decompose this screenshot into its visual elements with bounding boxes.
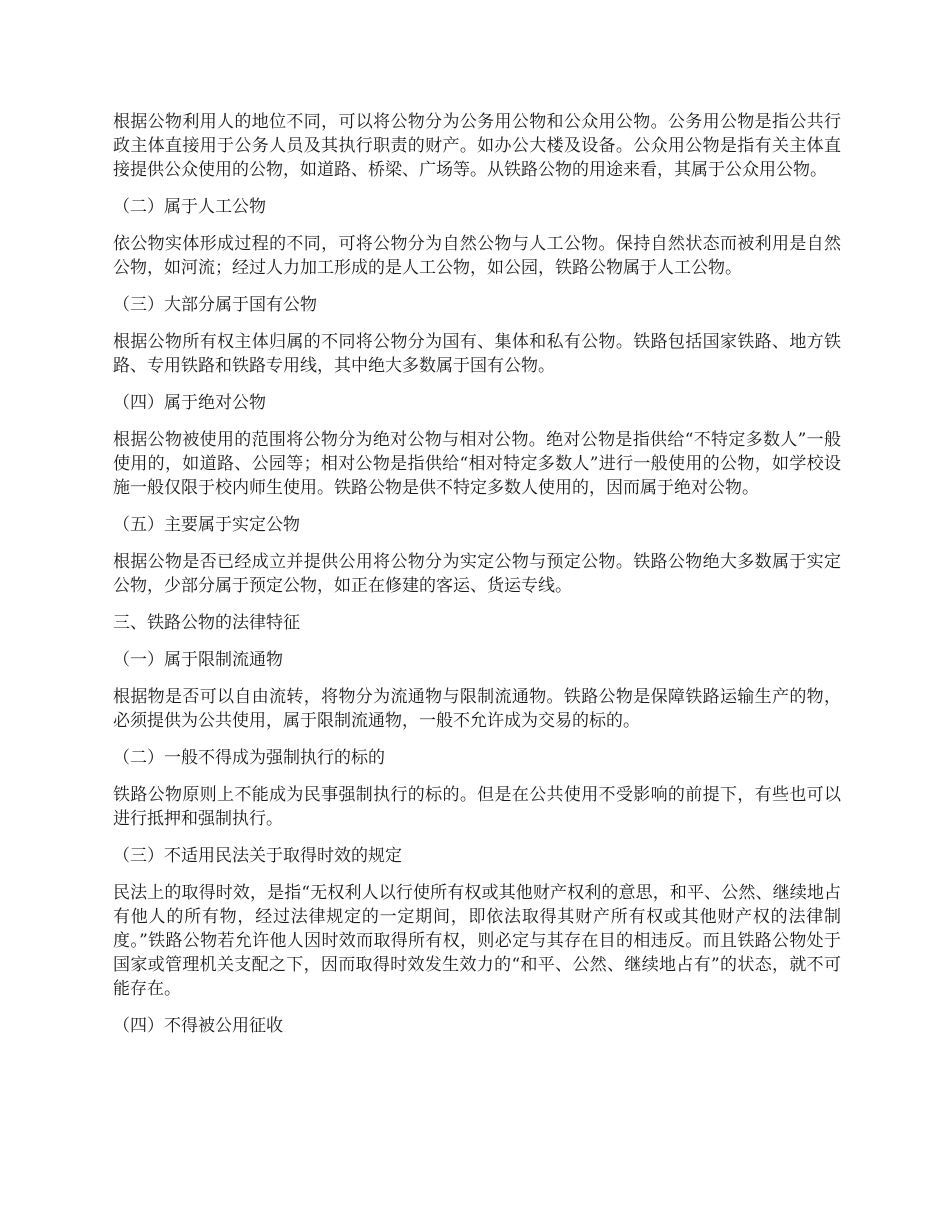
paragraph-ownership-classification: 根据公物所有权主体归属的不同将公物分为国有、集体和私有公物。铁路包括国家铁路、地方铁路、专用铁路和铁路专用线，其中绝大多数属于国有公物。 [113, 332, 841, 376]
document-body [113, 110, 841, 1051]
heading-established-public-property: （五）主要属于实定公物 [113, 515, 300, 535]
paragraph-acquisitive-prescription: 民法上的取得时效，是指“无权利人以行使所有权或其他财产权利的意思，和平、公然、继续地占有他人的所有物，经过法律规定的一定期间，即依法取得其财产所有权或其他财产权的法律制度。”铁路公物若允许他人因时效而取得所有权，则必定与其存在目的相违反。而且铁路公物处于国家或管理机关支配之下，因而取得时效发生效力的“和平、公然、继续地占有”的状态，就不可能存在。 [113, 883, 841, 999]
paragraph-restricted-circulation: 根据物是否可以自由流转，将物分为流通物与限制流通物。铁路公物是保障铁路运输生产的物，必须提供为公共使用，属于限制流通物，一般不允许成为交易的标的。 [113, 687, 841, 731]
section-heading-legal-features: 三、铁路公物的法律特征 [113, 613, 300, 633]
heading-expropriation: （四）不得被公用征收 [113, 1016, 283, 1036]
heading-absolute-public-property: （四）属于绝对公物 [113, 393, 266, 413]
heading-state-owned: （三）大部分属于国有公物 [113, 295, 317, 315]
heading-acquisitive-prescription: （三）不适用民法关于取得时效的规定 [113, 846, 402, 866]
paragraph-public-use-classification: 根据公物利用人的地位不同，可以将公物分为公务用公物和公众用公物。公务用公物是指公共行政主体直接用于公务人员及其执行职责的财产。如办公大楼及设备。公众用公物是指有关主体直接提供公众使用的公物，如道路、桥梁、广场等。从铁路公物的用途来看，其属于公众用公物。 [113, 112, 841, 180]
paragraph-absolute-vs-relative: 根据公物被使用的范围将公物分为绝对公物与相对公物。绝对公物是指供给“不特定多数人”一般使用的，如道路、公园等；相对公物是指供给“相对特定多数人”进行一般使用的公物，如学校设施一般仅限于校内师生使用。铁路公物是供不特定多数人使用的，因而属于绝对公物。 [113, 430, 841, 498]
heading-restricted-circulation: （一）属于限制流通物 [113, 650, 283, 670]
paragraph-established-vs-planned: 根据公物是否已经成立并提供公用将公物分为实定公物与预定公物。铁路公物绝大多数属于实定公物，少部分属于预定公物，如正在修建的客运、货运专线。 [113, 552, 841, 596]
heading-artificial-public-property: （二）属于人工公物 [113, 197, 266, 217]
paragraph-natural-vs-artificial: 依公物实体形成过程的不同，可将公物分为自然公物与人工公物。保持自然状态而被利用是自然公物，如河流；经过人力加工形成的是人工公物，如公园，铁路公物属于人工公物。 [113, 234, 841, 278]
paragraph-enforcement: 铁路公物原则上不能成为民事强制执行的标的。但是在公共使用不受影响的前提下，有些也可以进行抵押和强制执行。 [113, 785, 841, 829]
heading-enforcement: （二）一般不得成为强制执行的标的 [113, 748, 385, 768]
